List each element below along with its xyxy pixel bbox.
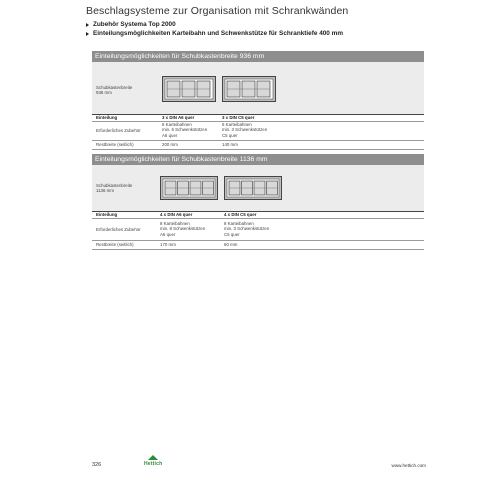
zubehoer-line: C5 quer: [222, 132, 238, 138]
table-divider: [92, 240, 424, 241]
page-number: 326: [92, 462, 102, 468]
cell-einteilung: 4 x DIN A6 quer: [160, 212, 193, 217]
drawer-diagram-icon: [224, 176, 282, 200]
zubehoer-line: C5 quer: [224, 231, 240, 237]
drawer-label-line: Schubkastenbreite: [96, 183, 133, 188]
zubehoer-line: min. 3 Schwenkstützen: [222, 127, 268, 133]
page-title: Beschlagsysteme zur Organisation mit Schrankwänden: [86, 5, 349, 17]
table-divider: [92, 218, 424, 219]
subtitle-systema-text: Zubehör Systema Top 2000: [93, 21, 176, 28]
drawer-label-line: Schubkastenbreite: [96, 85, 133, 90]
bullet-triangle-icon: [86, 23, 89, 27]
section-2-header: Einteilungsmöglichkeiten für Schubkastenbreite 1136 mm: [92, 154, 424, 165]
table-divider: [92, 211, 424, 212]
zubehoer-line: min. 3 Schwenkstützen: [224, 226, 270, 232]
row-label-einteilung: Einteilung: [96, 115, 118, 120]
footer-url[interactable]: www.hettich.com: [391, 463, 426, 468]
cell-restbreite: 140 mm: [222, 142, 238, 147]
table-divider: [92, 114, 424, 115]
drawer-diagram-icon: [160, 176, 218, 200]
row-label-zubehoer: Erforderliches Zubehör: [96, 128, 141, 133]
table-divider: [92, 249, 424, 250]
cell-einteilung: 3 x DIN A6 quer: [162, 115, 195, 120]
table-divider: [92, 149, 424, 150]
zubehoer-line: min. 8 Schwenkstützen: [160, 226, 206, 232]
bullet-triangle-icon: [86, 32, 89, 36]
zubehoer-line: 8 Karteibahnen: [224, 221, 254, 226]
section-1-header: Einteilungsmöglichkeiten für Schubkastenbreite 936 mm: [92, 51, 424, 62]
section-2-drawer-label: [96, 183, 132, 194]
hettich-logo-icon: [148, 455, 158, 460]
zubehoer-line: 6 Karteibahnen: [222, 122, 252, 127]
section-1-drawer-label: [96, 85, 132, 96]
subtitle-systema: [86, 21, 176, 28]
hettich-logo-text: Hettich: [144, 461, 163, 467]
row-label-restbreite: Restbreite (seitlich): [96, 242, 134, 247]
cell-zubehoer: [224, 221, 269, 237]
zubehoer-line: 6 Karteibahnen: [162, 122, 192, 127]
drawer-diagram-icon: [162, 76, 216, 102]
cell-zubehoer: [222, 122, 267, 138]
subtitle-einteilung-text: Einteilungsmöglichkeiten Karteibahn und Schwenkstütze für Schranktiefe 400 mm: [93, 30, 343, 37]
cell-einteilung: 4 x DIN C5 quer: [224, 212, 257, 217]
zubehoer-line: 8 Karteibahnen: [160, 221, 190, 226]
zubehoer-line: A6 quer: [162, 132, 178, 138]
row-label-restbreite: Restbreite (seitlich): [96, 142, 134, 147]
row-label-zubehoer: Erforderliches Zubehör: [96, 227, 141, 232]
table-divider: [92, 140, 424, 141]
cell-restbreite: 200 mm: [162, 142, 178, 147]
cell-restbreite: 170 mm: [160, 242, 176, 247]
subtitle-einteilung: [86, 30, 343, 37]
cell-zubehoer: [160, 221, 205, 237]
zubehoer-line: min. 6 Schwenkstützen: [162, 127, 208, 133]
hettich-logo: [144, 455, 162, 467]
cell-restbreite: 60 mm: [224, 242, 238, 247]
cell-zubehoer: [162, 122, 207, 138]
cell-einteilung: 3 x DIN C5 quer: [222, 115, 255, 120]
zubehoer-line: A6 quer: [160, 231, 176, 237]
drawer-diagram-icon: [222, 76, 276, 102]
drawer-width-value: 936 mm: [96, 90, 112, 96]
drawer-width-value: 1136 mm: [96, 188, 114, 194]
row-label-einteilung: Einteilung: [96, 212, 118, 217]
